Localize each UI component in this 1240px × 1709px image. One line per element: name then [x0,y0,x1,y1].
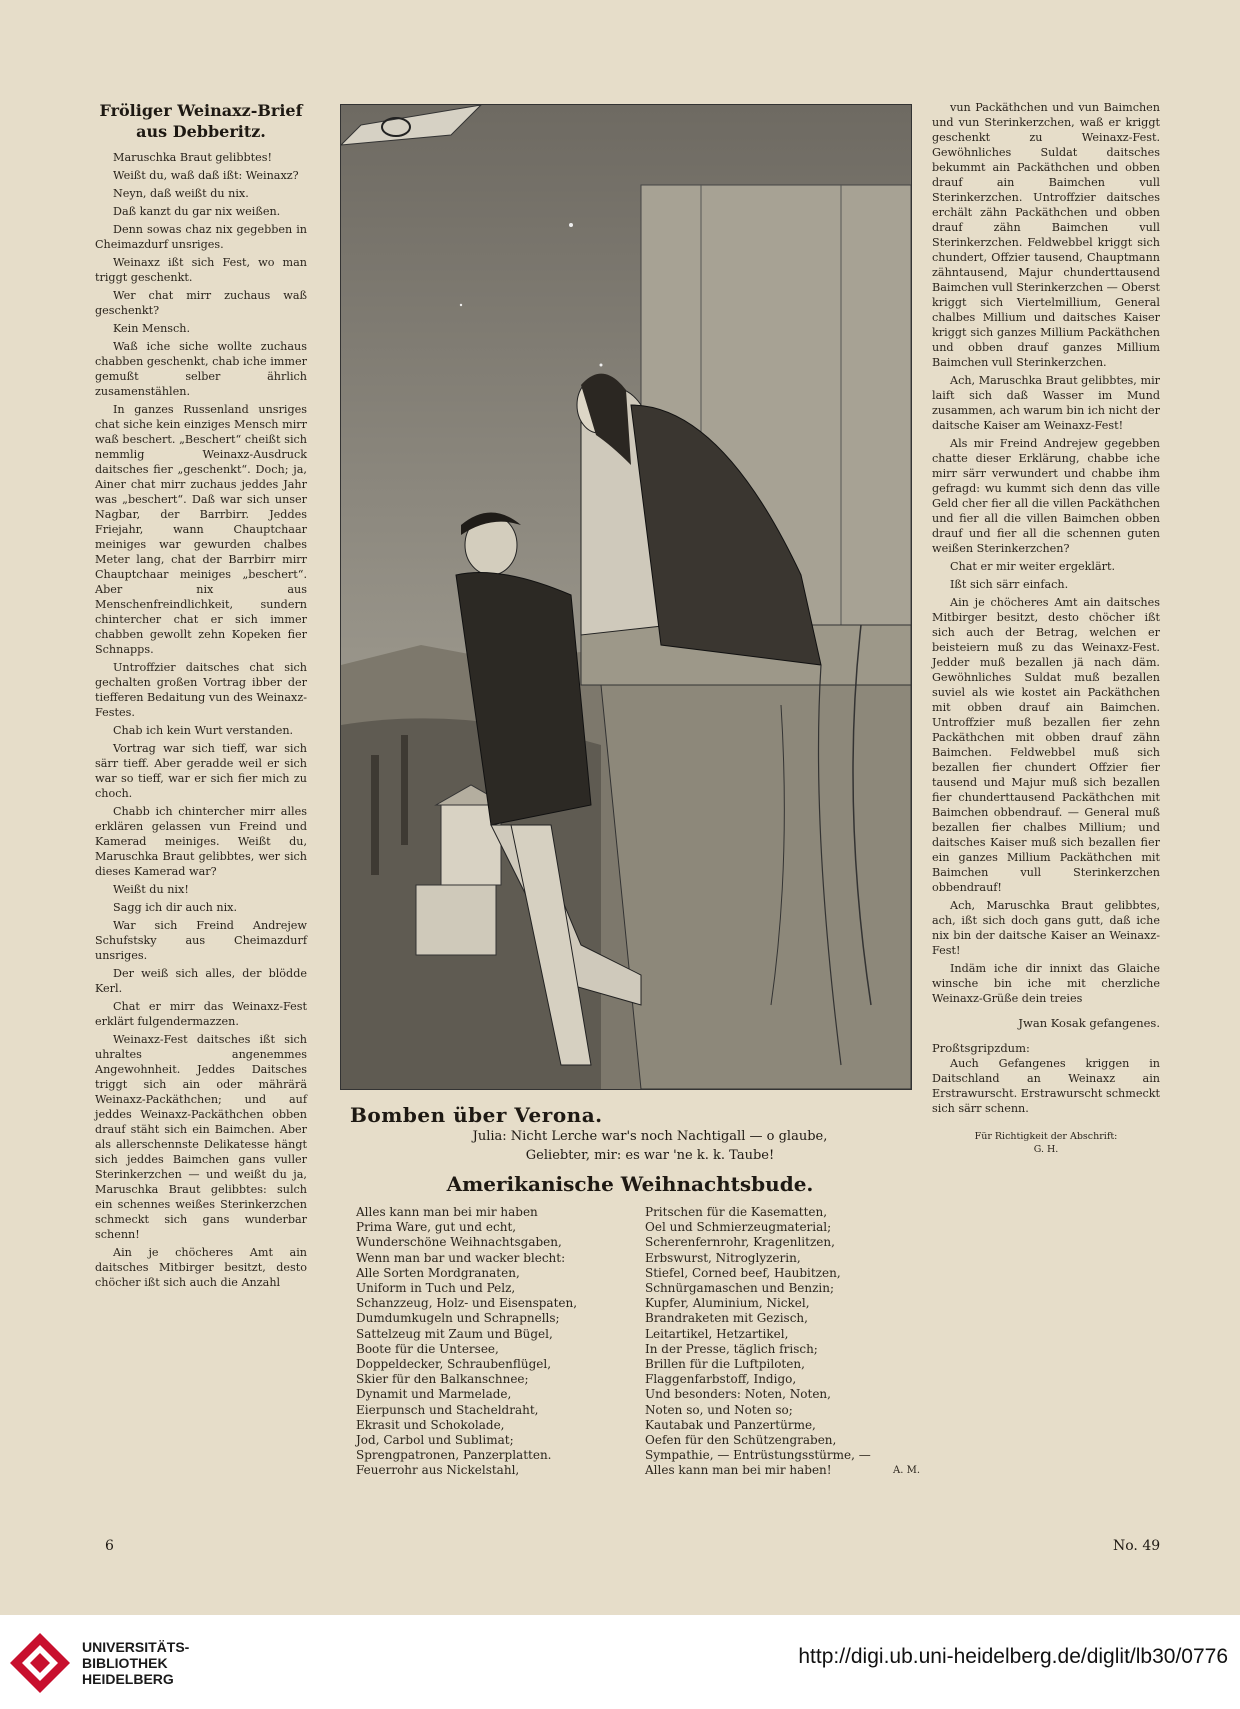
poem-line: Und besonders: Noten, Noten, [645,1387,831,1402]
poem-column-1 [356,1205,626,1479]
caption-title: Bomben über Verona. [350,1103,603,1127]
letter-paragraph: Chat er mir weiter ergeklärt. [950,560,1116,573]
poem-line: Pritschen für die Kasematten, [645,1205,828,1219]
poem-title: Amerikanische Weihnachtsbude. [446,1172,814,1196]
poem-line: Scherenfernrohr, Kragenlitzen, [645,1235,835,1250]
poem-line: Oel und Schmierzeugmaterial; [645,1220,832,1235]
source-url-link[interactable]: http://digi.ub.uni-heidelberg.de/diglit/lb30/0776 [798,1645,1228,1668]
romeo-juliet-balcony-drawing [341,105,911,1089]
page-number: 6 [105,1538,114,1554]
poem-line: Stiefel, Corned beef, Haubitzen, [645,1265,841,1280]
letter-paragraph: Waß iche siche wollte zuchaus chabben geschenkt, chab iche immer gemußt selber ährlich zusamenstählen. [95,340,307,398]
letter-paragraph: vun Packäthchen und vun Baimchen und vun Sterinkerzchen, waß er kriggt geschenkt zu Weinaxz-Fest. Gewöhnliches Suldat daitsches bekummt ain Packäthchen und obben drauf ain Baimchen vull Sterinkerzchen. Untroffzier daitsches erchält zähn Packäthchen und obben drauf zähn Baimchen vull Sterinkerzchen. Feldwebbel kriggt sich chundert, Offzier tausend, Chauptmann zähntausend, Majur chunderttausend Baimchen vull Sterinkerzchen — Oberst kriggt sich Viertelmillium, General chalbes Millium und daitsches Kaiser kriggt sich ganzes Millium Packäthchen und obben drauf ganzes Millium Baimchen vull Sterinkerzchen. [932,101,1160,369]
letter-column-right [932,100,1160,1156]
poem-line: Feuerrohr aus Nickelstahl, [356,1463,520,1478]
credit-label: Für Richtigkeit der Abschrift: [974,1131,1118,1142]
letter-paragraph: Daß kanzt du gar nix weißen. [113,205,281,218]
letter-paragraph: Neyn, daß weißt du nix. [113,187,249,200]
letter-paragraph: Ißt sich särr einfach. [950,578,1069,591]
postscript-text: Auch Gefangenes kriggen in Daitschland an Weinaxz ain Erstrawurscht. Erstrawurscht schmeckt sich särr schenn. [932,1057,1160,1115]
poem-line: In der Presse, täglich frisch; [645,1341,818,1356]
letter-paragraph: Ach, Maruschka Braut gelibbtes, mir laift sich daß Wasser im Mund zusammen, ach warum bin ich nicht der daitsche Kaiser am Weinaxz-Fest! [932,374,1160,432]
poem-line: Sympathie, — Entrüstungsstürme, — [645,1448,871,1463]
poem-line: Flaggenfarbstoff, Indigo, [645,1372,797,1387]
caption-line-1: Julia: Nicht Lerche war's noch Nachtigall — o glaube, [472,1129,828,1144]
university-library-logo-icon [10,1633,70,1693]
letter-title [95,100,307,142]
poem-line: Kupfer, Aluminium, Nickel, [645,1296,810,1311]
letter-paragraph: Als mir Freind Andrejew gegebben chatte dieser Erklärung, chabbe iche mirr särr verwundert und chabbe ihm gefragd: wu kummt sich denn das ville Geld cher fier all die villen Packäthchen und fier all die villen Baimchen obben drauf und fier all die schennen guten weißen Sterinkerzchen? [932,437,1160,555]
poem-line: Leitartikel, Hetzartikel, [645,1326,789,1341]
poem-line: Uniform in Tuch und Pelz, [356,1281,516,1296]
letter-paragraph: Ain je chöcheres Amt ain daitsches Mitbirger besitzt, desto chöcher ißt sich auch die Anzahl [95,1246,307,1289]
digitization-footer [0,1615,1240,1709]
letter-paragraph: Ain je chöcheres Amt ain daitsches Mitbirger besitzt, desto chöcher ißt sich auch der Betrag, welchen er beisteiern muß zu das Weinaxz-Fest. Jedder muß bezallen jä nach däm. Gewöhnliches Suldat muß bezallen suviel als wie kostet ain Packäthchen mit obben drauf ain Baimchen. Untroffzier muß bezallen fier zehn Packäthchen mit obben drauf zähn Baimchen. Feldwebbel muß sich bezallen fier chundert Offzier fier tausend und Majur muß sich bezallen fier chunderttausend Packäthchen mit Baimchen obbendrauf. — General muß bezallen fier chalbes Millium; und daitsches Kaiser muß sich bezallen fier ein ganzes Millium Packäthchen mit Baimchen vull Sterinkerzchen obbendrauf! [932,596,1160,894]
letter-paragraph: Denn sowas chaz nix gegebben in Cheimazdurf unsriges. [95,223,307,251]
poem-line: Boote für die Untersee, [356,1341,499,1356]
postscript-label: Proßtsgripzdum: [932,1041,1030,1055]
letter-paragraph: Weißt du nix! [113,883,189,896]
caption-line-2: Geliebter, mir: es war 'ne k. k. Taube! [525,1148,775,1163]
poem-line: Doppeldecker, Schraubenflügel, [356,1357,552,1372]
poem-author: A. M. [893,1465,920,1477]
letter-body-right [932,100,1160,1006]
poem-line: Dumdumkugeln und Schrapnells; [356,1311,560,1326]
library-name-line1: UNIVERSITÄTS- [82,1639,190,1655]
credit-initials: G. H. [1033,1144,1059,1155]
poem-line: Brandraketen mit Gezisch, [645,1311,808,1326]
poem-line: Schanzzeug, Holz- und Eisenspaten, [356,1296,578,1311]
poem-line: Prima Ware, gut und echt, [356,1220,517,1235]
letter-paragraph: Weinaxz ißt sich Fest, wo man triggt geschenkt. [95,256,307,284]
poem-line: Schnürgamaschen und Benzin; [645,1281,835,1296]
poem-line: Alles kann man bei mir haben! [645,1463,832,1478]
letter-paragraph: War sich Freind Andrejew Schufstsky aus Cheimazdurf unsriges. [95,919,307,962]
poem-line: Noten so, und Noten so; [645,1402,793,1417]
poem-line: Jod, Carbol und Sublimat; [356,1433,514,1448]
letter-paragraph: Vortrag war sich tieff, war sich särr tieff. Aber geradde weil er sich war so tieff, war er sich fier mich zu choch. [95,742,307,800]
letter-paragraph: Der weiß sich alles, der blödde Kerl. [95,967,307,995]
library-name-line3: HEIDELBERG [82,1671,174,1687]
poem-line: Sattelzeug mit Zaum und Bügel, [356,1326,553,1341]
letter-paragraph: Ach, Maruschka Braut gelibbtes, ach, ißt sich doch gans gutt, daß iche nix bin der daitsche Kaiser an Weinaxz-Fest! [932,899,1160,957]
letter-paragraph: Wer chat mirr zuchaus waß geschenkt? [95,289,307,317]
letter-body-left [95,150,307,1290]
letter-title-line1: Fröliger Weinaxz-Brief [99,101,303,120]
poem-line: Wenn man bar und wacker blecht: [356,1250,566,1265]
poem-line: Oefen für den Schützengraben, [645,1433,837,1448]
issue-number: No. 49 [1113,1538,1161,1554]
poem-line: Erbswurst, Nitroglyzerin, [645,1250,801,1265]
letter-paragraph: Indäm iche dir innixt das Glaiche winsche bin iche mit cherzliche Weinaxz-Grüße dein treies [932,962,1160,1005]
poem-line: Dynamit und Marmelade, [356,1387,512,1402]
poem-line: Ekrasit und Schokolade, [356,1417,505,1432]
letter-paragraph: Kein Mensch. [113,322,191,335]
letter-column-left [95,100,307,1293]
poem-line: Brillen für die Luftpiloten, [645,1357,805,1372]
illustration-caption [350,1103,910,1165]
letter-paragraph: In ganzes Russenland unsriges chat siche kein einziges Mensch mirr waß beschert. „Beschert“ cheißt sich nemmlig Weinaxz-Ausdruck daitsches fier „geschenkt“. Doch; ja, Ainer chat mirr zuchaus jeddes Jahr was „beschert“. Daß war sich unser Nagbar, der Barrbirr. Jeddes Friejahr, wann Chauptchaar meiniges war gewurden chalbes Meter lang, chat der Barrbirr mirr Chauptchaar meiniges „beschert“. Aber nix aus Menschenfreindlichkeit, sundern chintercher chat er sich immer chabben gewollt zehn Kopeken fier Schnapps. [95,403,307,656]
letter-paragraph: Chab ich kein Wurt verstanden. [113,724,294,737]
letter-paragraph: Sagg ich dir auch nix. [113,901,238,914]
poem-line: Wunderschöne Weihnachtsgaben, [356,1235,562,1250]
letter-paragraph: Maruschka Braut gelibbtes! [113,151,273,164]
illustration [340,104,912,1090]
poem-line: Eierpunsch und Stacheldraht, [356,1402,539,1417]
letter-paragraph: Chabb ich chintercher mirr alles erklären gelassen vun Freind und Kamerad meiniges. Weißt du, Maruschka Braut gelibbtes, wer sich dieses Kamerad war? [95,805,307,878]
letter-paragraph: Weißt du, waß daß ißt: Weinaxz? [113,169,299,182]
library-name-line2: BIBLIOTHEK [82,1655,168,1671]
credit-line [932,1130,1160,1156]
poem-line: Alle Sorten Mordgranaten, [356,1265,520,1280]
letter-title-line2: aus Debberitz. [136,122,266,141]
poem-line: Skier für den Balkanschnee; [356,1372,529,1387]
poem-line: Sprengpatronen, Panzerplatten. [356,1448,552,1463]
poem-line: Alles kann man bei mir haben [356,1205,538,1219]
letter-paragraph: Chat er mirr das Weinaxz-Fest erklärt fulgendermazzen. [95,1000,307,1028]
poem-line: Kautabak und Panzertürme, [645,1417,816,1432]
letter-paragraph: Weinaxz-Fest daitsches ißt sich uhraltes angenemmes Angewohnheit. Jeddes Daitsches triggt sich ain oder mährärä Weinaxz-Packäthchen; und auf jeddes Weinaxz-Packäthchen obben drauf stäht sich ein Baimchen. Aber als allerschennste Delikatesse hängt sich jeddes Baimchen gans vuller Sterinkerzchen — und weißt du ja, Maruschka Braut gelibbtes: sulch ein schennes weißes Sterinkerzchen schmeckt sich gans wunderbar schenn! [95,1033,307,1241]
poem-column-2 [645,1205,920,1479]
letter-signature: Jwan Kosak gefangenes. [1018,1016,1160,1030]
library-name [82,1639,189,1687]
letter-paragraph: Untroffzier daitsches chat sich gechalten großen Vortrag ibber der tiefferen Bedaitung vun des Weinaxz-Festes. [95,661,307,719]
